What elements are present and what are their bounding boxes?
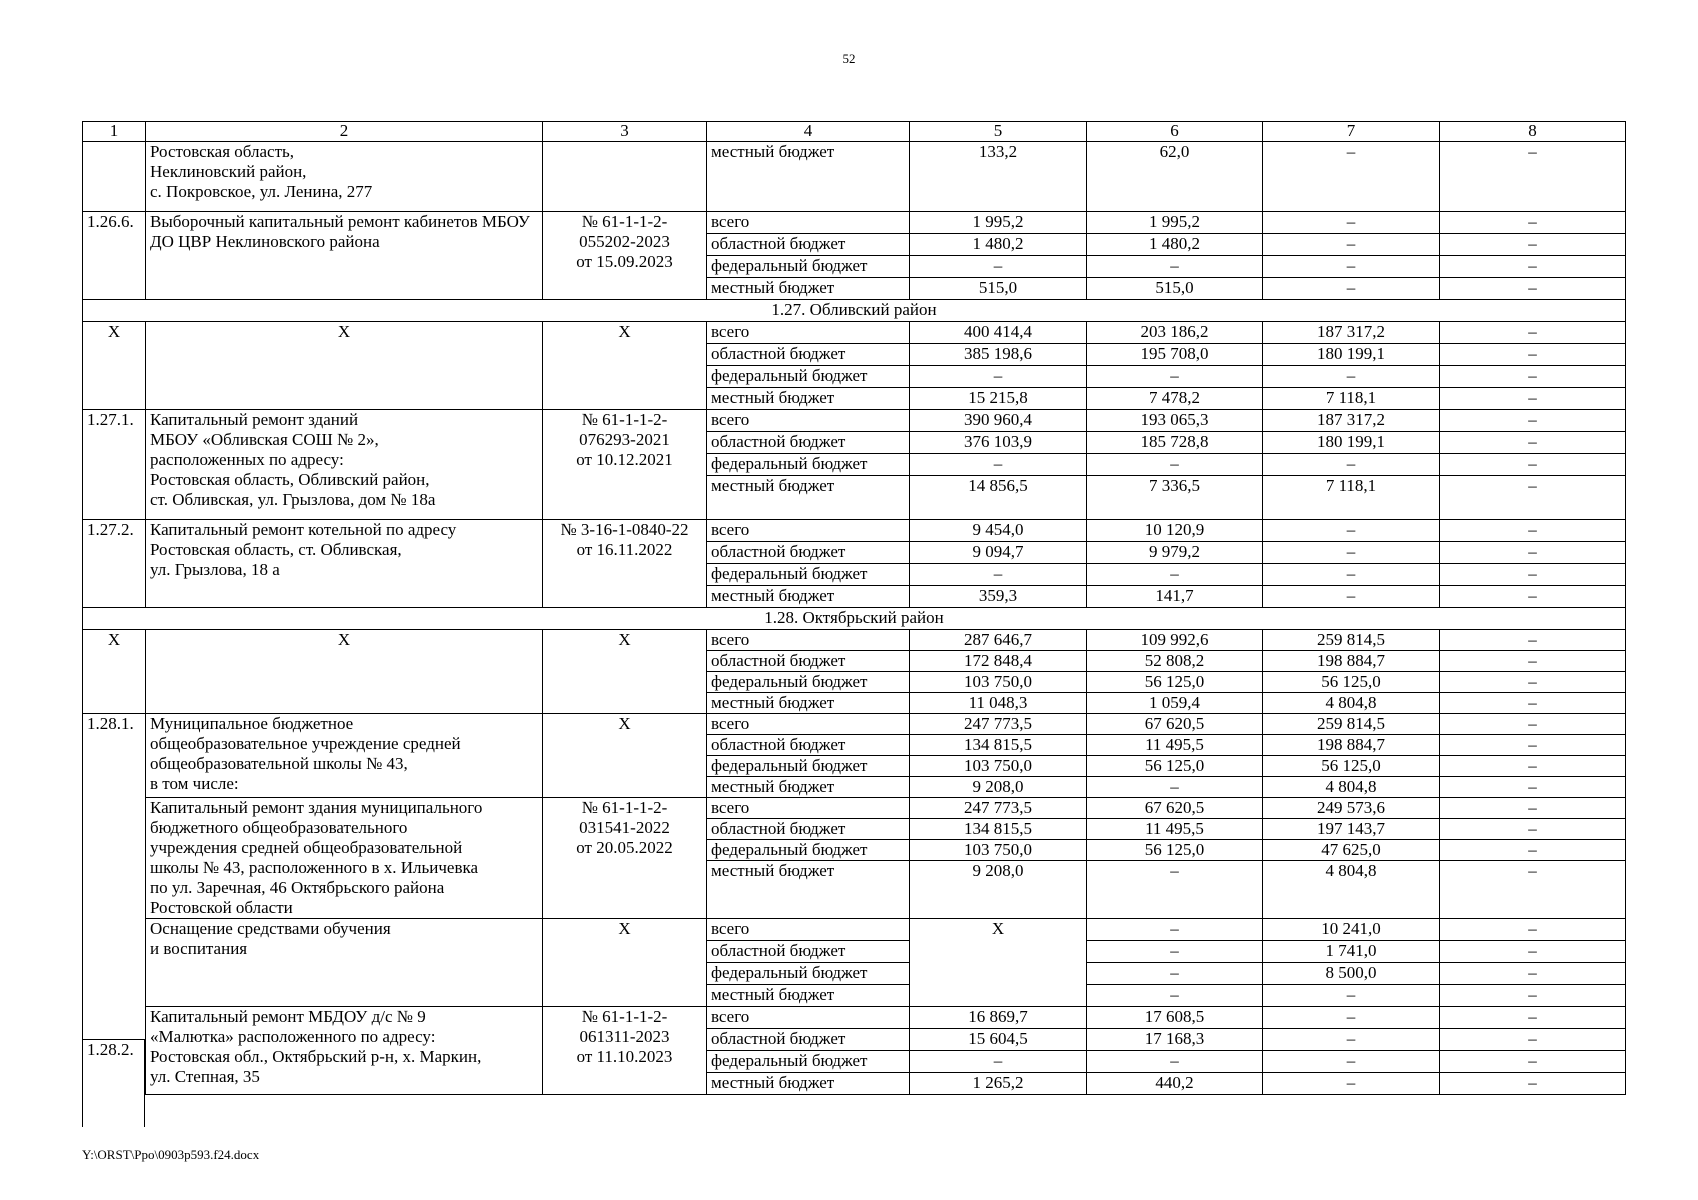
value-cell: –	[1087, 985, 1263, 1007]
value-cell: –	[1440, 941, 1626, 963]
section-row	[83, 608, 1626, 630]
value-cell: 134 815,5	[910, 735, 1087, 756]
value-cell: 14 856,5	[910, 476, 1087, 520]
value-cell: 287 646,7	[910, 630, 1087, 651]
value-cell: 11 495,5	[1087, 735, 1263, 756]
value-cell: –	[1440, 542, 1626, 564]
value-cell: –	[910, 454, 1087, 476]
item-name: Муниципальное бюджетное общеобразовательное учреждение средней общеобразовательной школы № 43, в том числе:	[146, 714, 543, 798]
table-row	[83, 630, 1626, 651]
value-cell: –	[1263, 586, 1440, 608]
item-doc	[543, 142, 707, 212]
budget-type: федеральный бюджет	[707, 454, 910, 476]
value-cell: 1 265,2	[910, 1073, 1087, 1095]
header-row	[83, 122, 1626, 142]
value-cell: –	[1087, 861, 1263, 919]
value-cell: –	[1263, 1029, 1440, 1051]
item-doc: Х	[543, 919, 707, 1007]
value-cell: –	[1440, 212, 1626, 234]
value-cell: 440,2	[1087, 1073, 1263, 1095]
value-cell: 198 884,7	[1263, 651, 1440, 672]
value-cell: 247 773,5	[910, 714, 1087, 735]
budget-type: всего	[707, 798, 910, 819]
value-cell: –	[910, 366, 1087, 388]
col-header-4: 4	[707, 122, 910, 142]
value-cell: –	[1263, 256, 1440, 278]
value-cell: 9 454,0	[910, 520, 1087, 542]
value-cell: –	[1087, 256, 1263, 278]
value-cell: 62,0	[1087, 142, 1263, 212]
value-cell: –	[1087, 366, 1263, 388]
value-cell: 390 960,4	[910, 410, 1087, 432]
item-doc: № 3-16-1-0840-22 от 16.11.2022	[543, 520, 707, 608]
item-name: Х	[146, 630, 543, 714]
item-number: Х	[83, 322, 146, 410]
budget-type: местный бюджет	[707, 278, 910, 300]
budget-type: областной бюджет	[707, 651, 910, 672]
value-cell: 67 620,5	[1087, 714, 1263, 735]
col-header-3: 3	[543, 122, 707, 142]
value-cell: 1 995,2	[1087, 212, 1263, 234]
value-cell: 249 573,6	[1263, 798, 1440, 819]
table-row	[83, 212, 1626, 234]
budget-type: всего	[707, 410, 910, 432]
value-cell: –	[1087, 777, 1263, 798]
value-cell: 203 186,2	[1087, 322, 1263, 344]
value-cell: 134 815,5	[910, 819, 1087, 840]
item-name: Капитальный ремонт МБДОУ д/с № 9 «Малютка» расположенного по адресу: Ростовская обл., Октябрьский р-н, х. Маркин, ул. Степная, 35	[146, 1007, 543, 1095]
value-cell: –	[1440, 278, 1626, 300]
value-cell: 109 992,6	[1087, 630, 1263, 651]
budget-type: федеральный бюджет	[707, 756, 910, 777]
value-cell: –	[1440, 366, 1626, 388]
value-cell: –	[1440, 693, 1626, 714]
value-cell: 103 750,0	[910, 840, 1087, 861]
budget-type: местный бюджет	[707, 777, 910, 798]
page-number: 52	[842, 51, 856, 66]
value-cell: 56 125,0	[1087, 840, 1263, 861]
value-cell: 4 804,8	[1263, 693, 1440, 714]
value-cell: –	[1440, 985, 1626, 1007]
value-cell: 103 750,0	[910, 672, 1087, 693]
table-row	[83, 520, 1626, 542]
value-cell: –	[1263, 1007, 1440, 1029]
budget-type: областной бюджет	[707, 819, 910, 840]
budget-type: областной бюджет	[707, 432, 910, 454]
section-row	[83, 300, 1626, 322]
value-cell: 17 168,3	[1087, 1029, 1263, 1051]
item-name: Капитальный ремонт котельной по адресу Ростовская область, ст. Обливская, ул. Грызлова, 18 а	[146, 520, 543, 608]
value-cell: –	[1440, 651, 1626, 672]
value-cell: 133,2	[910, 142, 1087, 212]
col-header-2: 2	[146, 122, 543, 142]
budget-type: всего	[707, 212, 910, 234]
value-cell: Х	[910, 919, 1087, 1007]
budget-type: федеральный бюджет	[707, 564, 910, 586]
value-cell: –	[1440, 756, 1626, 777]
value-cell: –	[1263, 142, 1440, 212]
value-cell: 9 208,0	[910, 777, 1087, 798]
item-doc: Х	[543, 714, 707, 798]
value-cell: –	[1440, 861, 1626, 919]
item-doc: Х	[543, 322, 707, 410]
budget-type: местный бюджет	[707, 388, 910, 410]
value-cell: –	[1087, 454, 1263, 476]
value-cell: –	[1263, 1073, 1440, 1095]
value-cell: –	[1087, 941, 1263, 963]
item-doc: № 61-1-1-2- 031541-2022 от 20.05.2022	[543, 798, 707, 919]
value-cell: 515,0	[910, 278, 1087, 300]
value-cell: 180 199,1	[1263, 344, 1440, 366]
value-cell: 515,0	[1087, 278, 1263, 300]
value-cell: –	[1440, 919, 1626, 941]
value-cell: –	[1440, 1073, 1626, 1095]
value-cell: –	[910, 256, 1087, 278]
value-cell: –	[1440, 586, 1626, 608]
value-cell: –	[1440, 630, 1626, 651]
item-number: Х	[83, 630, 146, 714]
value-cell: 1 995,2	[910, 212, 1087, 234]
value-cell: 56 125,0	[1263, 756, 1440, 777]
value-cell: 67 620,5	[1087, 798, 1263, 819]
value-cell: –	[1440, 735, 1626, 756]
budget-type: федеральный бюджет	[707, 256, 910, 278]
value-cell: –	[1440, 714, 1626, 735]
budget-type: федеральный бюджет	[707, 366, 910, 388]
value-cell: 7 478,2	[1087, 388, 1263, 410]
budget-table	[82, 121, 1626, 1095]
section-title: 1.27. Обливский район	[83, 300, 1626, 322]
value-cell: 15 215,8	[910, 388, 1087, 410]
value-cell: 141,7	[1087, 586, 1263, 608]
item-number-1-28-2: 1.28.2.	[82, 1039, 145, 1127]
value-cell: 8 500,0	[1263, 963, 1440, 985]
budget-type: местный бюджет	[707, 985, 910, 1007]
value-cell: –	[1440, 322, 1626, 344]
value-cell: –	[1263, 1051, 1440, 1073]
value-cell: 385 198,6	[910, 344, 1087, 366]
value-cell: –	[1440, 672, 1626, 693]
table-row	[83, 410, 1626, 432]
item-name: Капитальный ремонт зданий МБОУ «Обливская СОШ № 2», расположенных по адресу: Ростовская область, Обливский район, ст. Обливская, ул. Грызлова, дом № 18а	[146, 410, 543, 520]
table-row	[83, 142, 1626, 212]
value-cell: –	[1263, 278, 1440, 300]
budget-type: федеральный бюджет	[707, 963, 910, 985]
item-doc: № 61-1-1-2- 061311-2023 от 11.10.2023	[543, 1007, 707, 1095]
item-name: Капитальный ремонт здания муниципального бюджетного общеобразовательного учреждения средней общеобразовательной школы № 43, расположенного в х. Ильичевка по ул. Заречная, 46 Октябрьского района Ростовской области	[146, 798, 543, 919]
value-cell: –	[1440, 1007, 1626, 1029]
value-cell: 103 750,0	[910, 756, 1087, 777]
value-cell: 56 125,0	[1087, 756, 1263, 777]
value-cell: 7 336,5	[1087, 476, 1263, 520]
budget-type: федеральный бюджет	[707, 1051, 910, 1073]
value-cell: –	[1087, 963, 1263, 985]
value-cell: –	[1263, 234, 1440, 256]
item-number: 1.26.6.	[83, 212, 146, 300]
budget-type: федеральный бюджет	[707, 672, 910, 693]
budget-type: областной бюджет	[707, 941, 910, 963]
value-cell: –	[1440, 1029, 1626, 1051]
col-header-7: 7	[1263, 122, 1440, 142]
budget-type: областной бюджет	[707, 542, 910, 564]
item-doc: Х	[543, 630, 707, 714]
item-name: Оснащение средствами обучения и воспитания	[146, 919, 543, 1007]
value-cell: 9 979,2	[1087, 542, 1263, 564]
budget-type: местный бюджет	[707, 142, 910, 212]
value-cell: –	[1440, 432, 1626, 454]
value-cell: 11 495,5	[1087, 819, 1263, 840]
value-cell: –	[1440, 819, 1626, 840]
value-cell: –	[1263, 520, 1440, 542]
value-cell: –	[1440, 777, 1626, 798]
item-number: 1.27.2.	[83, 520, 146, 608]
budget-type: федеральный бюджет	[707, 840, 910, 861]
value-cell: –	[1263, 454, 1440, 476]
value-cell: 4 804,8	[1263, 861, 1440, 919]
value-cell: 259 814,5	[1263, 714, 1440, 735]
budget-type: всего	[707, 520, 910, 542]
value-cell: 185 728,8	[1087, 432, 1263, 454]
value-cell: –	[1087, 564, 1263, 586]
budget-type: областной бюджет	[707, 344, 910, 366]
value-cell: 1 741,0	[1263, 941, 1440, 963]
value-cell: 17 608,5	[1087, 1007, 1263, 1029]
value-cell: 1 480,2	[910, 234, 1087, 256]
value-cell: –	[1440, 798, 1626, 819]
value-cell: 15 604,5	[910, 1029, 1087, 1051]
item-number: 1.28.1.	[83, 714, 146, 1095]
section-title: 1.28. Октябрьский район	[83, 608, 1626, 630]
value-cell: –	[1440, 142, 1626, 212]
value-cell: –	[1263, 542, 1440, 564]
item-name: Х	[146, 322, 543, 410]
item-doc: № 61-1-1-2- 055202-2023 от 15.09.2023	[543, 212, 707, 300]
value-cell: 247 773,5	[910, 798, 1087, 819]
value-cell: –	[1440, 476, 1626, 520]
value-cell: 1 059,4	[1087, 693, 1263, 714]
table-row	[83, 1007, 1626, 1029]
value-cell: 16 869,7	[910, 1007, 1087, 1029]
value-cell: 187 317,2	[1263, 322, 1440, 344]
value-cell: 198 884,7	[1263, 735, 1440, 756]
value-cell: 56 125,0	[1263, 672, 1440, 693]
value-cell: 195 708,0	[1087, 344, 1263, 366]
budget-type: местный бюджет	[707, 586, 910, 608]
value-cell: 10 120,9	[1087, 520, 1263, 542]
value-cell: 193 065,3	[1087, 410, 1263, 432]
budget-type: областной бюджет	[707, 234, 910, 256]
value-cell: –	[1440, 564, 1626, 586]
value-cell: 4 804,8	[1263, 777, 1440, 798]
value-cell: –	[1440, 1051, 1626, 1073]
value-cell: –	[1440, 388, 1626, 410]
value-cell: –	[1263, 366, 1440, 388]
budget-type: областной бюджет	[707, 1029, 910, 1051]
value-cell: –	[1440, 454, 1626, 476]
value-cell: 7 118,1	[1263, 388, 1440, 410]
budget-type: местный бюджет	[707, 476, 910, 520]
value-cell: 259 814,5	[1263, 630, 1440, 651]
value-cell: 197 143,7	[1263, 819, 1440, 840]
value-cell: 7 118,1	[1263, 476, 1440, 520]
value-cell: 56 125,0	[1087, 672, 1263, 693]
value-cell: –	[1440, 520, 1626, 542]
item-name: Выборочный капитальный ремонт кабинетов МБОУ ДО ЦВР Неклиновского района	[146, 212, 543, 300]
table-row	[83, 798, 1626, 819]
item-number: 1.27.1.	[83, 410, 146, 520]
table-row	[83, 322, 1626, 344]
table-row	[83, 919, 1626, 941]
item-doc: № 61-1-1-2- 076293-2021 от 10.12.2021	[543, 410, 707, 520]
value-cell: 11 048,3	[910, 693, 1087, 714]
budget-type: областной бюджет	[707, 735, 910, 756]
value-cell: 172 848,4	[910, 651, 1087, 672]
value-cell: 52 808,2	[1087, 651, 1263, 672]
budget-type: всего	[707, 714, 910, 735]
budget-type: местный бюджет	[707, 693, 910, 714]
value-cell: –	[1087, 919, 1263, 941]
value-cell: –	[1440, 256, 1626, 278]
value-cell: 9 208,0	[910, 861, 1087, 919]
value-cell: 10 241,0	[1263, 919, 1440, 941]
value-cell: 359,3	[910, 586, 1087, 608]
col-header-6: 6	[1087, 122, 1263, 142]
col-header-5: 5	[910, 122, 1087, 142]
budget-type: всего	[707, 322, 910, 344]
col-header-1: 1	[83, 122, 146, 142]
value-cell: –	[910, 564, 1087, 586]
budget-type: всего	[707, 919, 910, 941]
budget-type: местный бюджет	[707, 861, 910, 919]
value-cell: –	[1263, 564, 1440, 586]
value-cell: –	[1440, 344, 1626, 366]
budget-type: местный бюджет	[707, 1073, 910, 1095]
value-cell: 376 103,9	[910, 432, 1087, 454]
value-cell: 187 317,2	[1263, 410, 1440, 432]
value-cell: –	[1440, 840, 1626, 861]
item-name: Ростовская область, Неклиновский район, с. Покровское, ул. Ленина, 277	[146, 142, 543, 212]
footer-file-path: Y:\ORST\Ppo\0903p593.f24.docx	[82, 1147, 260, 1162]
budget-type: всего	[707, 1007, 910, 1029]
value-cell: 9 094,7	[910, 542, 1087, 564]
value-cell: 180 199,1	[1263, 432, 1440, 454]
value-cell: 47 625,0	[1263, 840, 1440, 861]
value-cell: 1 480,2	[1087, 234, 1263, 256]
budget-type: всего	[707, 630, 910, 651]
value-cell: –	[910, 1051, 1087, 1073]
col-header-8: 8	[1440, 122, 1626, 142]
value-cell: 400 414,4	[910, 322, 1087, 344]
value-cell: –	[1263, 212, 1440, 234]
value-cell: –	[1440, 234, 1626, 256]
value-cell: –	[1263, 985, 1440, 1007]
item-number	[83, 142, 146, 212]
value-cell: –	[1440, 410, 1626, 432]
value-cell: –	[1440, 963, 1626, 985]
value-cell: –	[1087, 1051, 1263, 1073]
table-row	[83, 714, 1626, 735]
